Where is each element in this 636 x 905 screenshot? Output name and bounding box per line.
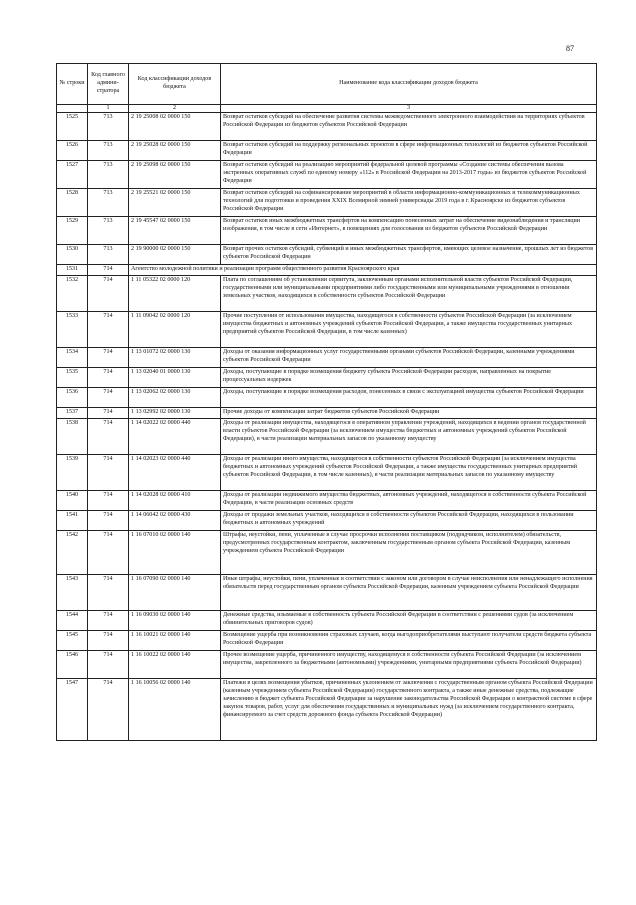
admin-code: 714 — [88, 531, 129, 575]
classification-code: 1 13 02992 02 0000 130 — [129, 408, 221, 419]
classification-code: 2 19 25098 02 0000 150 — [129, 161, 221, 189]
classification-name: Доходы от оказания информационных услуг государственными органами субъектов Российской Федерации, казенными учреждениями субъектов Российской Федерации — [221, 348, 597, 368]
row-number: 1530 — [57, 245, 88, 265]
admin-code: 714 — [88, 276, 129, 312]
admin-code: 714 — [88, 388, 129, 408]
column-number: 3 — [221, 105, 597, 113]
header-row-number: № строки — [57, 64, 88, 105]
classification-name: Возврат остатков иных межбюджетных трансфертов на компенсацию понесенных затрат на обеспечение видеонаблюдения и трансляции изображения, в том числе в сети «Интернет», в помещениях для голосования из бюджетов субъектов Российской Федерации — [221, 217, 597, 245]
admin-code: 714 — [88, 679, 129, 741]
classification-name: Иные штрафы, неустойки, пени, уплаченные в соответствии с законом или договором в случае неисполнения или ненадлежащего исполнения обязательств перед государственным органом субъекта Российской Федерации, казенным учреждением субъекта Российской Федерации — [221, 575, 597, 611]
row-number: 1539 — [57, 455, 88, 491]
classification-code: 1 14 02028 02 0000 410 — [129, 491, 221, 511]
row-number: 1527 — [57, 161, 88, 189]
table-row — [57, 265, 597, 276]
table-row — [57, 491, 597, 511]
row-number: 1536 — [57, 388, 88, 408]
admin-code: 714 — [88, 368, 129, 388]
classification-name: Возврат остатков субсидий на поддержку региональных проектов в сфере информационных технологий из бюджетов субъектов Российской Федерации — [221, 141, 597, 161]
classification-name: Возврат остатков субсидий на реализацию мероприятий федеральной целевой программы «Создание системы обеспечения вызова экстренных оперативных служб по единому номеру «112» в Российской Федерации на 2013-2017 годы» из бюджетов субъектов Российской Федерации — [221, 161, 597, 189]
column-number: 1 — [88, 105, 129, 113]
classification-name: Денежные средства, изымаемые в собственность субъекта Российской Федерации в соответствии с решениями судов (за исключением обвинительных приговоров судов) — [221, 611, 597, 631]
table-row — [57, 141, 597, 161]
classification-name: Прочие поступления от использования имущества, находящегося в собственности субъектов Российской Федерации (за исключением имущества бюджетных и автономных учреждений субъектов Российской Федерации, а также имущества государственных унитарных предприятий субъектов Российской Федерации, в том числе казенных) — [221, 312, 597, 348]
classification-code: 1 16 10021 02 0000 140 — [129, 631, 221, 651]
admin-code: 714 — [88, 631, 129, 651]
classification-name: Доходы от реализации имущества, находящегося в оперативном управлении учреждений, находящихся в ведении органов государственной власти субъектов Российской Федерации (за исключением имущества бюджетных и автономных учреждений субъектов Российской Федерации), в части реализации материальных запасов по указанному имуществу — [221, 419, 597, 455]
header-admin-code: Код главного админи-стратора — [88, 64, 129, 105]
row-number: 1533 — [57, 312, 88, 348]
admin-code: 714 — [88, 408, 129, 419]
classification-name: Доходы, поступающие в порядке возмещения расходов, понесенных в связи с эксплуатацией имущества субъектов Российской Федерации — [221, 388, 597, 408]
classification-name: Платежи в целях возмещения убытков, причиненных уклонением от заключения с государственным органом субъекта Российской Федерации (казенным учреждением субъекта Российской Федерации) государственного контракта, а также иные денежные средства, подлежащие зачислению в бюджет субъекта Российской Федерации за нарушение законодательства Российской Федерации о контрактной системе в сфере закупок товаров, работ, услуг для обеспечения государственных и муниципальных нужд (за исключением государственного контракта, финансируемого за счет средств дорожного фонда субъекта Российской Федерации) — [221, 679, 597, 741]
classification-name: Возврат прочих остатков субсидий, субвенций и иных межбюджетных трансфертов, имеющих целевое назначение, прошлых лет из бюджетов субъектов Российской Федерации — [221, 245, 597, 265]
table-row — [57, 217, 597, 245]
table-row — [57, 611, 597, 631]
table-row — [57, 189, 597, 217]
table-row — [57, 419, 597, 455]
classification-code: 1 11 09042 02 0000 120 — [129, 312, 221, 348]
classification-name: Возврат остатков субсидий на софинансирование мероприятий в области информационно-коммуникационных и телекоммуникационных технологий для подготовки и проведения XXIX Всемирной зимней универсиады 2019 года в г. Красноярске из бюджетов субъектов Российской Федерации — [221, 189, 597, 217]
admin-code: 714 — [88, 312, 129, 348]
admin-code: 714 — [88, 348, 129, 368]
row-number: 1526 — [57, 141, 88, 161]
admin-code: 714 — [88, 611, 129, 631]
table-row — [57, 161, 597, 189]
page-number: 87 — [566, 44, 574, 53]
table-row — [57, 631, 597, 651]
admin-code: 714 — [88, 575, 129, 611]
header-row — [57, 64, 597, 105]
row-number: 1531 — [57, 265, 88, 276]
admin-code: 713 — [88, 141, 129, 161]
row-number: 1535 — [57, 368, 88, 388]
header-classification-code: Код классификации доходов бюджета — [129, 64, 221, 105]
classification-name: Доходы от реализации недвижимого имущества бюджетных, автономных учреждений, находящегося в собственности субъекта Российской Федерации, в части реализации основных средств — [221, 491, 597, 511]
row-number: 1546 — [57, 651, 88, 679]
table-row — [57, 388, 597, 408]
column-numbers-row — [57, 105, 597, 113]
classification-code: 2 19 90000 02 0000 150 — [129, 245, 221, 265]
classification-code: 2 19 25521 02 0000 150 — [129, 189, 221, 217]
row-number: 1532 — [57, 276, 88, 312]
classification-name: Доходы от реализации иного имущества, находящегося в собственности субъектов Российской Федерации (за исключением имущества бюджетных и автономных учреждений субъектов Российской Федерации, а также имущества государственных унитарных предприятий субъектов Российской Федерации, в том числе казенных), в части реализации материальных запасов по указанному имуществу — [221, 455, 597, 491]
row-number: 1545 — [57, 631, 88, 651]
classification-code: 1 16 10022 02 0000 140 — [129, 651, 221, 679]
budget-classification-table — [56, 63, 597, 741]
classification-code: 2 19 25008 02 0000 150 — [129, 113, 221, 141]
classification-name: Доходы, поступающие в порядке возмещения бюджету субъекта Российской Федерации расходов, направленных на покрытие процессуальных издержек — [221, 368, 597, 388]
header-classification-name: Наименование кода классификации доходов бюджета — [221, 64, 597, 105]
classification-code: 2 19 25028 02 0000 150 — [129, 141, 221, 161]
admin-code: 713 — [88, 245, 129, 265]
row-number: 1542 — [57, 531, 88, 575]
admin-code: 714 — [88, 265, 129, 276]
row-number: 1538 — [57, 419, 88, 455]
table-row — [57, 455, 597, 491]
classification-name: Прочие доходы от компенсации затрат бюджетов субъектов Российской Федерации — [221, 408, 597, 419]
row-number: 1544 — [57, 611, 88, 631]
table-row — [57, 679, 597, 741]
classification-name: Возмещение ущерба при возникновении страховых случаев, когда выгодоприобретателями выступают получатели средств бюджета субъекта Российской Федерации — [221, 631, 597, 651]
classification-code: 1 16 10056 02 0000 140 — [129, 679, 221, 741]
classification-code: 1 14 02022 02 0000 440 — [129, 419, 221, 455]
classification-code: 1 14 06042 02 0000 430 — [129, 511, 221, 531]
table-row — [57, 511, 597, 531]
admin-code: 713 — [88, 161, 129, 189]
admin-code: 713 — [88, 217, 129, 245]
row-number: 1525 — [57, 113, 88, 141]
classification-code: 1 14 02023 02 0000 440 — [129, 455, 221, 491]
column-number — [57, 105, 88, 113]
classification-code: 1 13 02040 01 0000 130 — [129, 368, 221, 388]
admin-code: 714 — [88, 651, 129, 679]
classification-name: Прочее возмещение ущерба, причиненного имуществу, находящемуся в собственности субъекта Российской Федерации (за исключением имущества, закрепленного за бюджетными (автономными) учреждениями, унитарными предприятиями субъекта Российской Федерации) — [221, 651, 597, 679]
table-row — [57, 531, 597, 575]
table-row — [57, 408, 597, 419]
table-row — [57, 348, 597, 368]
classification-name: Доходы от продажи земельных участков, находящихся в собственности субъектов Российской Федерации, находящихся в пользовании бюджетных и автономных учреждений — [221, 511, 597, 531]
classification-code: 1 16 09030 02 0000 140 — [129, 611, 221, 631]
row-number: 1541 — [57, 511, 88, 531]
classification-code: 1 11 05322 02 0000 120 — [129, 276, 221, 312]
row-number: 1528 — [57, 189, 88, 217]
row-number: 1540 — [57, 491, 88, 511]
classification-code: 1 16 07010 02 0000 140 — [129, 531, 221, 575]
table-row — [57, 368, 597, 388]
admin-code: 714 — [88, 455, 129, 491]
admin-code: 714 — [88, 419, 129, 455]
classification-name: Возврат остатков субсидий на обеспечение развития системы межведомственного электронного взаимодействия на территориях субъектов Российской Федерации из бюджетов субъектов Российской Федерации — [221, 113, 597, 141]
table-row — [57, 575, 597, 611]
agency-name: Агентство молодежной политики и реализации программ общественного развития Красноярского края — [129, 265, 597, 276]
row-number: 1547 — [57, 679, 88, 741]
admin-code: 713 — [88, 189, 129, 217]
classification-name: Плата по соглашениям об установлении сервитута, заключенным органами исполнительной власти субъектов Российской Федерации, государственными или муниципальными предприятиями либо государственными или муниципальными учреждениями в отношении земельных участков, находящихся в собственности субъектов Российской Федерации — [221, 276, 597, 312]
row-number: 1529 — [57, 217, 88, 245]
admin-code: 714 — [88, 491, 129, 511]
row-number: 1534 — [57, 348, 88, 368]
table-row — [57, 113, 597, 141]
row-number: 1543 — [57, 575, 88, 611]
table-row — [57, 651, 597, 679]
classification-code: 1 16 07090 02 0000 140 — [129, 575, 221, 611]
classification-code: 1 13 01072 02 0000 130 — [129, 348, 221, 368]
admin-code: 713 — [88, 113, 129, 141]
table-row — [57, 245, 597, 265]
classification-name: Штрафы, неустойки, пени, уплаченные в случае просрочки исполнения поставщиком (подрядчиком, исполнителем) обязательств, предусмотренных государственным контрактом, заключенным государственным органом субъекта Российской Федерации, казенным учреждением субъекта Российской Федерации — [221, 531, 597, 575]
classification-code: 2 19 45547 02 0000 150 — [129, 217, 221, 245]
table-row — [57, 276, 597, 312]
column-number: 2 — [129, 105, 221, 113]
table-row — [57, 312, 597, 348]
classification-code: 1 13 02062 02 0000 130 — [129, 388, 221, 408]
row-number: 1537 — [57, 408, 88, 419]
admin-code: 714 — [88, 511, 129, 531]
